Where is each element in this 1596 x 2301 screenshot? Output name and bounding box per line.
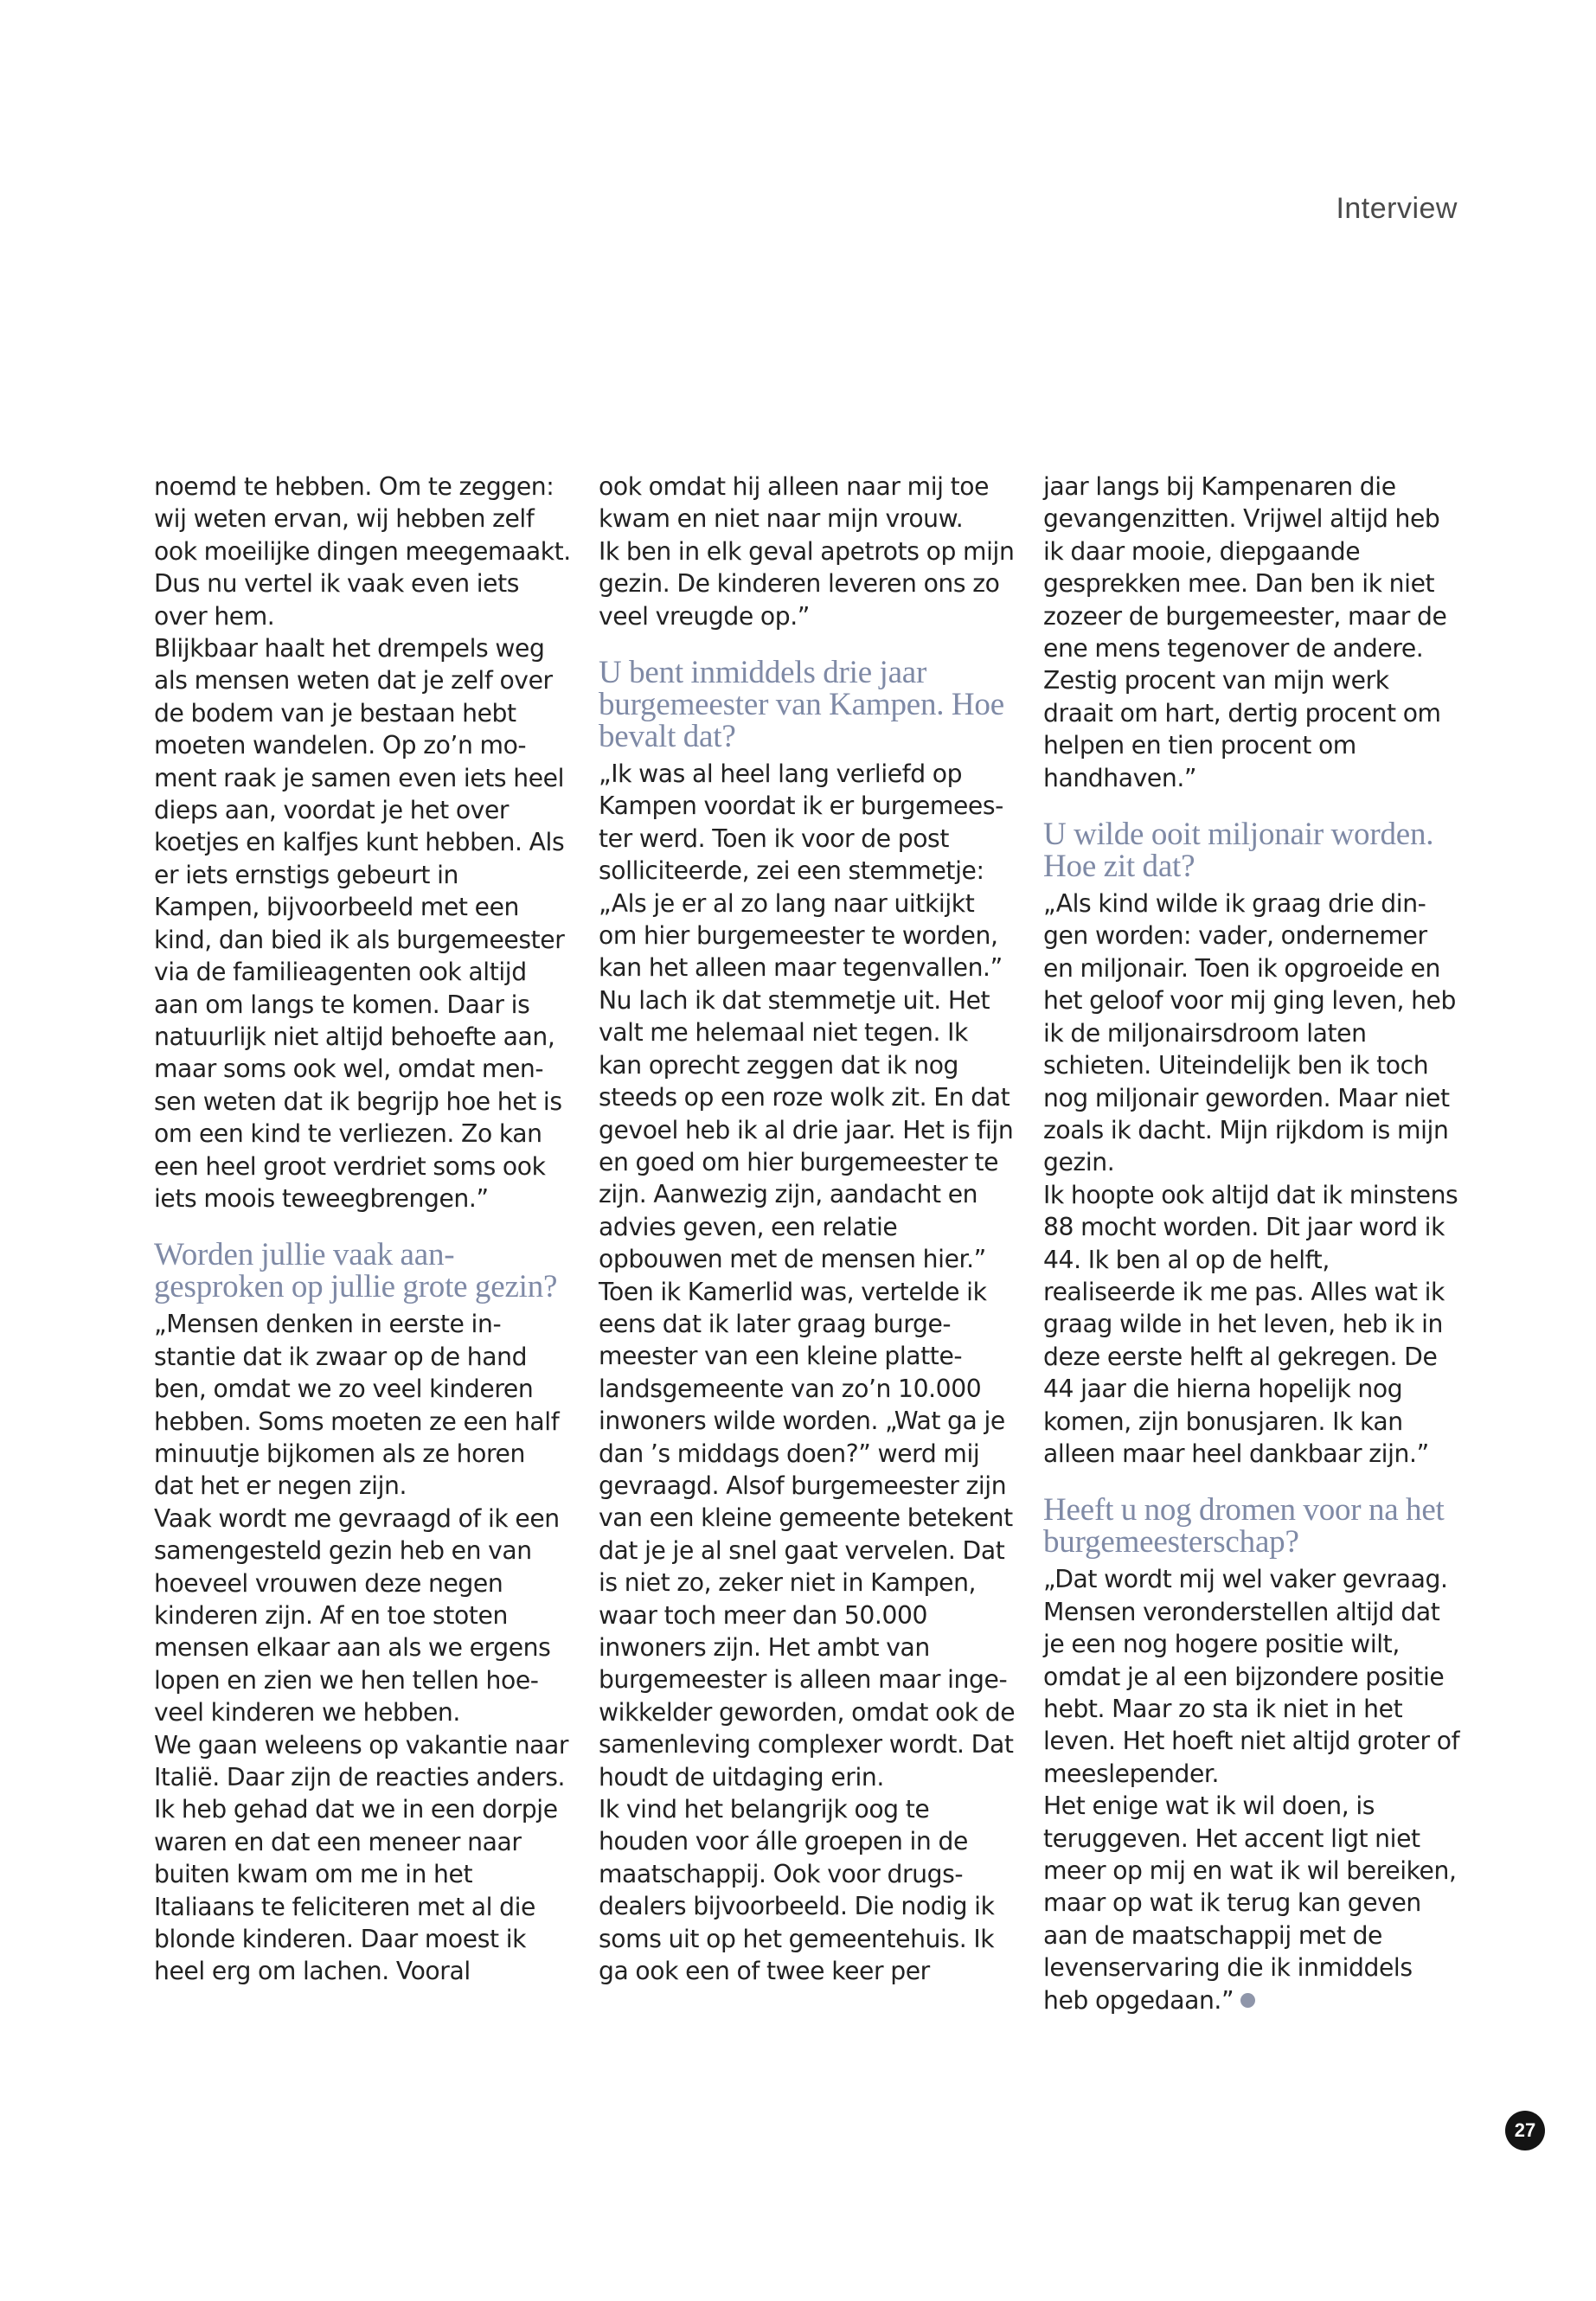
paragraph: „Als kind wilde ik graag drie dingen worden: vader, ondernemer en miljonair. Toen ik opgroeide en het geloof voor mij ging leven, heb ik de miljonairsdroom laten schieten. Uiteindelijk ben ik toch nog miljonair geworden. Maar niet zoals ik dacht. Mijn rijkdom is mijn gezin. <box>1043 889 1456 1177</box>
column-2 <box>599 471 1016 2016</box>
paragraph: „Dat wordt mij wel vaker gevraag. Mensen veronderstellen altijd dat je een nog hogere positie wilt, omdat je al een bijzondere positie hebt. Maar zo sta ik niet in het leven. Het hoeft niet altijd groter of meeslepender. <box>1043 1565 1460 1788</box>
paragraph: „Mensen denken in eerste instantie dat ik zwaar op de hand ben, omdat we zo veel kinderen hebben. Soms moeten ze een half minuutje bijkomen als ze horen dat het er negen zijn. <box>154 1310 560 1501</box>
paragraph: We gaan weleens op vakantie naar Italië. Daar zijn de reacties anders. Ik heb gehad dat we in een dorpje waren en dat een meneer naar buiten kwam om me in het Italiaans te feliciteren met al die blonde kinderen. Daar moest ik heel erg om lachen. Vooral <box>154 1730 569 1986</box>
article-body <box>154 471 1460 2016</box>
paragraph: Vaak wordt me gevraagd of ik een samengesteld gezin heb en van hoeveel vrouwen deze negen kinderen zijn. Af en toe stoten mensen elkaar aan als we ergens lopen en zien we hen tellen hoeveel kinderen we hebben. <box>154 1503 560 1727</box>
question-heading: Heeft u nog dromen voor na het burgemeesterschap? <box>1043 1492 1445 1561</box>
paragraph: noemd te hebben. Om te zeggen: wij weten ervan, wij hebben zelf ook moeilijke dingen meegemaakt. Dus nu vertel ik vaak even iets over hem. <box>154 472 571 631</box>
paragraph: Ik ben in elk geval apetrots op mijn gezin. De kinderen leveren ons zo veel vreugde op.” <box>599 536 1015 631</box>
paragraph: Toen ik Kamerlid was, vertelde ik eens dat ik later graag burgemeester van een kleine plattelandsgemeente van zo’n 10.000 inwoners wilde worden. „Wat ga je dan ’s middags doen?” werd mij gevraagd. Alsof burgemeester zijn van een kleine gemeente betekent dat je je al snel gaat vervelen. Dat is niet zo, zeker niet in Kampen, waar toch meer dan 50.000 inwoners zijn. Het ambt van burgemeester is alleen maar ingewikkelder geworden, omdat ook de samenleving complexer wordt. Dat houdt de uitdaging erin. <box>599 1277 1016 1791</box>
section-label: Interview <box>1336 192 1458 225</box>
column-1 <box>154 471 571 2016</box>
page-number: 27 <box>1505 2111 1545 2150</box>
paragraph: Ik hoopte ook altijd dat ik minstens 88 mocht worden. Dit jaar word ik 44. Ik ben al op de helft, realiseerde ik me pas. Alles wat ik graag wilde in het leven, heb ik in deze eerste helft al gekregen. De 44 jaar die hierna hopelijk nog komen, zijn bonusjaren. Ik kan alleen maar heel dankbaar zijn.” <box>1043 1180 1458 1468</box>
paragraph: „Ik was al heel lang verliefd op Kampen voordat ik er burgemeester werd. Toen ik voor de post solliciteerde, zei een stemmetje: „Als je er al zo lang naar uitkijkt om hier burgemeester te worden, kan het alleen maar tegenvallen.” Nu lach ik dat stemmetje uit. Het valt me helemaal niet tegen. Ik kan oprecht zeggen dat ik nog steeds op een roze wolk zit. En dat gevoel heb ik al drie jaar. Het is fijn en goed om hier burgemeester te zijn. Aanwezig zijn, aandacht en advies geven, een relatie opbouwen met de mensen hier.” <box>599 760 1014 1274</box>
paragraph: Blijkbaar haalt het drempels weg als mensen weten dat je zelf over de bodem van je bestaan hebt moeten wandelen. Op zo’n moment raak je samen even iets heel dieps aan, voordat je het over koetjes en kalfjes kunt hebben. Als er iets ernstigs gebeurt in Kampen, bijvoorbeeld met een kind, dan bied ik als burgemeester via de familieagenten ook altijd aan om langs te komen. Daar is natuurlijk niet altijd behoefte aan, maar soms ook wel, omdat mensen weten dat ik begrijp hoe het is om een kind te verliezen. Zo kan een heel groot verdriet soms ook iets moois teweegbrengen.” <box>154 634 565 1213</box>
question-heading: U bent inmiddels drie jaar burgemeester van Kampen. Hoe bevalt dat? <box>599 655 1004 755</box>
paragraph: ook omdat hij alleen naar mij toe kwam en niet naar mijn vrouw. <box>599 472 990 534</box>
question-heading: Worden jullie vaak aangesproken op jullie grote gezin? <box>154 1237 558 1305</box>
paragraph: jaar langs bij Kampenaren die gevangenzitten. Vrijwel altijd heb ik daar mooie, diepgaande gesprekken mee. Dan ben ik niet zozeer de burgemeester, maar de ene mens tegenover de andere. Zestig procent van mijn werk draait om hart, dertig procent om helpen en tien procent om handhaven.” <box>1043 472 1447 792</box>
paragraph: Ik vind het belangrijk oog te houden voor álle groepen in de maatschappij. Ook voor drugsdealers bijvoorbeeld. Die nodig ik soms uit op het gemeentehuis. Ik ga ook een of twee keer per <box>599 1795 995 1986</box>
paragraph-text: Het enige wat ik wil doen, is teruggeven. Het accent ligt niet meer op mij en wat ik wil bereiken, maar op wat ik terug kan geven aan de maatschappij met de levenservaring die ik inmiddels heb opgedaan.” <box>1043 1791 1457 2015</box>
question-heading: U wilde ooit miljonair worden. Hoe zit dat? <box>1043 817 1434 885</box>
column-3 <box>1043 471 1460 2016</box>
end-mark-icon <box>1240 1993 1255 2008</box>
last-paragraph <box>1043 1790 1460 2016</box>
